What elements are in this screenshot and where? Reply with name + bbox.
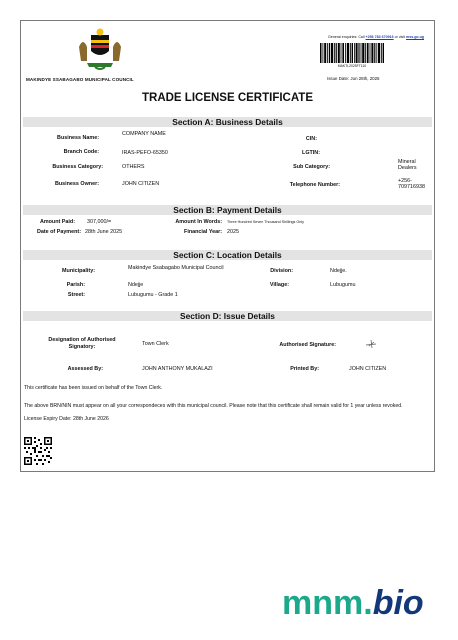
section-b-heading: Section B: Payment Details: [23, 205, 432, 215]
date-of-payment-value: 28th June 2025: [85, 229, 123, 235]
telephone-label: Telephone Number:: [289, 182, 340, 188]
barcode-icon: [320, 43, 384, 63]
certificate: [20, 20, 435, 472]
amount-in-words-value: Three Hundred Seven Thousand Shillings Only: [227, 220, 305, 224]
business-category-value: OTHERS: [122, 164, 145, 170]
amount-paid-label: Amount Paid:: [39, 219, 75, 225]
section-a-heading: Section A: Business Details: [23, 117, 432, 127]
barcode-number: MAKTL2025FT110: [337, 64, 367, 68]
sub-category-value: Mineral Dealers: [398, 159, 417, 171]
printed-by-value: JOHN CITIZEN: [349, 366, 387, 372]
brn-notice: The above BRN/NIN must appear on all your correspondeces with this municipal council. Please note that this certificate shall remain valid for 1 year unless revoked.: [24, 403, 403, 409]
cin-label: CIN:: [305, 136, 317, 142]
branch-code-value: IRAS-PEFO-65350: [122, 150, 168, 156]
enquiries-mid: or visit: [394, 35, 406, 39]
brand-part-2: bio: [372, 584, 424, 622]
enquiries-phone-link[interactable]: +256 783 670916: [365, 35, 394, 39]
enquiries-site-link[interactable]: mss.go.ug: [406, 35, 424, 39]
brand-part-1: mnm.: [282, 584, 373, 622]
enquiries-prefix: General enquiries: Call: [327, 35, 365, 39]
lgtin-label: LGTIN:: [302, 150, 320, 156]
municipality-label: Municipality:: [62, 268, 95, 274]
financial-year-label: Financial Year:: [184, 229, 222, 235]
council-name: MAKINDYE SSABAGABO MUNICIPAL COUNCIL: [26, 77, 134, 82]
certificate-title: TRADE LICENSE CERTIFICATE: [141, 92, 313, 104]
village-label: Village:: [269, 282, 289, 288]
coat-of-arms-icon: [73, 27, 127, 71]
business-owner-label: Business Owner:: [54, 181, 99, 187]
issue-date: Issue Date: Jun 28th, 2025: [327, 76, 380, 81]
assessed-by-label: Assessed By:: [67, 366, 103, 372]
street-label: Street:: [67, 292, 85, 298]
parish-value: Ndejje: [128, 282, 144, 288]
license-expiry-date: License Expiry Date: 28th June 2026: [24, 416, 109, 422]
section-d-heading: Section D: Issue Details: [23, 311, 432, 321]
designation-label: Designation of Authorised Signatory:: [48, 337, 116, 350]
issued-on-behalf-note: This certificate has been issued on behalf of the Town Clerk.: [24, 385, 163, 391]
printed-by-label: Printed By:: [290, 366, 319, 372]
qr-code-icon: [24, 437, 52, 465]
amount-in-words-label: Amount In Words:: [175, 219, 222, 225]
signature-mark-icon: [365, 339, 377, 349]
division-label: Division:: [270, 268, 293, 274]
municipality-value: Makindye Ssabagabo Municipal Council: [128, 265, 224, 271]
business-name-value: COMPANY NAME: [122, 131, 166, 137]
amount-paid-value: 307,000/=: [87, 219, 112, 225]
village-value: Lubugumu: [330, 282, 356, 288]
telephone-value: +256-709716938: [398, 178, 425, 190]
parish-label: Parish:: [66, 282, 85, 288]
business-name-label: Business Name:: [57, 135, 99, 141]
street-value: Lubugumu - Grade 1: [128, 292, 178, 298]
division-value: Ndejje.: [330, 268, 347, 274]
date-of-payment-label: Date of Payment:: [36, 229, 81, 235]
authorised-signature-label: Authorised Signature:: [279, 342, 336, 348]
enquiries-line: [328, 35, 424, 39]
financial-year-value: 2025: [227, 229, 239, 235]
business-category-label: Business Category:: [52, 164, 103, 170]
designation-value: Town Clerk: [142, 341, 169, 347]
business-owner-value: JOHN CITIZEN: [122, 181, 160, 187]
section-c-heading: Section C: Location Details: [23, 250, 432, 260]
branch-code-label: Branch Code:: [63, 149, 99, 155]
assessed-by-value: JOHN ANTHONY MUKALAZI: [142, 366, 213, 372]
brand-watermark: [282, 584, 424, 623]
sub-category-label: Sub Category:: [293, 164, 330, 170]
